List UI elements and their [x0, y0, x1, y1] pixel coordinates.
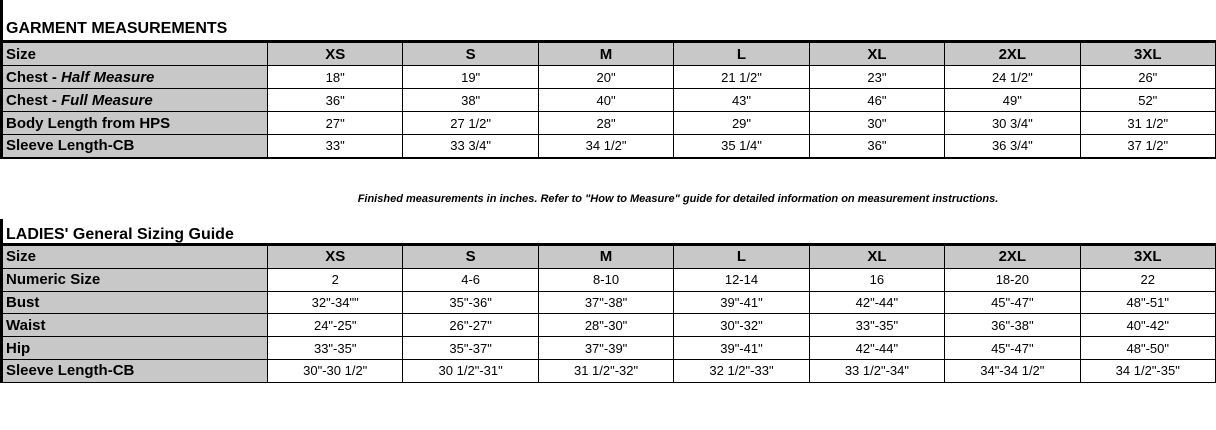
measurement-cell: 16 — [809, 268, 944, 291]
measurement-note: Finished measurements in inches. Refer to "How to Measure" guide for detailed information on measurement instructions. — [357, 193, 999, 205]
measurement-cell: 27 1/2" — [403, 112, 538, 135]
measurement-cell: 39"-41" — [674, 291, 809, 314]
garment-measurements-section — [0, 0, 1216, 185]
row-label-cell — [2, 89, 268, 112]
size-header-cell: L — [674, 246, 809, 269]
measurement-cell: 12-14 — [674, 268, 809, 291]
measurement-cell: 34 1/2" — [538, 135, 673, 158]
measurement-cell: 18" — [268, 66, 403, 89]
measurement-cell: 33 3/4" — [403, 135, 538, 158]
measurement-cell: 23" — [809, 66, 944, 89]
measurement-cell: 36 3/4" — [945, 135, 1080, 158]
measurement-cell: 52" — [1080, 89, 1215, 112]
measurement-cell: 33 1/2"-34" — [809, 359, 944, 382]
table-row — [2, 135, 1216, 158]
size-header-cell: XL — [809, 246, 944, 269]
measurement-cell: 26"-27" — [403, 314, 538, 337]
measurement-cell: 42"-44" — [809, 291, 944, 314]
measurement-cell: 30 1/2"-31" — [403, 359, 538, 382]
size-header-cell: 2XL — [945, 43, 1080, 66]
measurement-cell: 29" — [674, 112, 809, 135]
measurement-cell: 33"-35" — [268, 337, 403, 360]
table-header-row — [2, 246, 1216, 269]
table-row — [2, 66, 1216, 89]
measurement-cell: 37"-38" — [538, 291, 673, 314]
size-header-cell: 3XL — [1080, 246, 1215, 269]
size-header-cell: 2XL — [945, 246, 1080, 269]
measurement-cell: 35"-36" — [403, 291, 538, 314]
row-label: Body Length from HPS — [6, 114, 171, 132]
measurement-cell: 45"-47" — [945, 337, 1080, 360]
measurement-cell: 35"-37" — [403, 337, 538, 360]
measurement-cell: 30"-32" — [674, 314, 809, 337]
row-label-cell: Sleeve Length-CB — [2, 359, 268, 382]
measurement-cell: 36" — [268, 89, 403, 112]
measurement-cell: 34 1/2"-35" — [1080, 359, 1215, 382]
measurement-cell: 46" — [809, 89, 944, 112]
measurement-cell: 30"-30 1/2" — [268, 359, 403, 382]
measurement-cell: 24"-25" — [268, 314, 403, 337]
measurement-cell: 30" — [809, 112, 944, 135]
size-header-cell: 3XL — [1080, 43, 1215, 66]
measurement-cell: 30 3/4" — [945, 112, 1080, 135]
measurement-cell: 40" — [538, 89, 673, 112]
table-row — [2, 359, 1216, 382]
measurement-cell: 38" — [403, 89, 538, 112]
row-label-emphasis: Half Measure — [61, 68, 155, 86]
garment-measurements-title: GARMENT MEASUREMENTS — [0, 0, 1216, 42]
measurement-cell: 32"-34"" — [268, 291, 403, 314]
measurement-cell: 33"-35" — [809, 314, 944, 337]
row-label-cell: Waist — [2, 314, 268, 337]
row-label: Chest - — [6, 91, 62, 109]
measurement-cell: 43" — [674, 89, 809, 112]
measurement-cell: 39"-41" — [674, 337, 809, 360]
table-row — [2, 268, 1216, 291]
size-header-cell: XS — [268, 43, 403, 66]
size-header-cell: S — [403, 246, 538, 269]
table-row — [2, 314, 1216, 337]
measurement-cell: 4-6 — [403, 268, 538, 291]
table-row — [2, 291, 1216, 314]
measurement-cell: 31 1/2" — [1080, 112, 1215, 135]
table-row — [2, 89, 1216, 112]
table-row — [2, 337, 1216, 360]
measurement-cell: 34"-34 1/2" — [945, 359, 1080, 382]
measurement-cell: 33" — [268, 135, 403, 158]
measurement-cell: 28"-30" — [538, 314, 673, 337]
row-label-cell — [2, 112, 268, 135]
row-label-cell — [2, 66, 268, 89]
measurement-cell: 24 1/2" — [945, 66, 1080, 89]
row-label-cell: Hip — [2, 337, 268, 360]
measurement-cell: 45"-47" — [945, 291, 1080, 314]
measurement-cell: 19" — [403, 66, 538, 89]
measurement-cell: 36" — [809, 135, 944, 158]
size-header-cell: XL — [809, 43, 944, 66]
row-label-cell: Bust — [2, 291, 268, 314]
measurement-cell: 28" — [538, 112, 673, 135]
measurement-cell: 36"-38" — [945, 314, 1080, 337]
garment-measurements-table — [0, 42, 1216, 159]
row-label-emphasis: Full Measure — [61, 91, 153, 109]
measurement-cell: 42"-44" — [809, 337, 944, 360]
ladies-sizing-section — [0, 219, 1216, 430]
measurement-cell: 37 1/2" — [1080, 135, 1215, 158]
measurement-cell: 40"-42" — [1080, 314, 1215, 337]
row-label: Sleeve Length-CB — [6, 137, 135, 155]
ladies-sizing-title: LADIES' General Sizing Guide — [0, 219, 1216, 245]
measurement-cell: 48"-50" — [1080, 337, 1215, 360]
size-header-cell: S — [403, 43, 538, 66]
row-label-cell — [2, 135, 268, 158]
size-label-cell: Size — [2, 246, 268, 269]
measurement-cell: 21 1/2" — [674, 66, 809, 89]
measurement-cell: 8-10 — [538, 268, 673, 291]
measurement-cell: 32 1/2"-33" — [674, 359, 809, 382]
table-header-row — [2, 43, 1216, 66]
measurement-cell: 22 — [1080, 268, 1215, 291]
measurement-cell: 2 — [268, 268, 403, 291]
size-header-cell: L — [674, 43, 809, 66]
size-header-cell: XS — [268, 246, 403, 269]
row-label-cell: Numeric Size — [2, 268, 268, 291]
measurement-cell: 35 1/4" — [674, 135, 809, 158]
row-label: Chest - — [6, 68, 62, 86]
size-label-cell: Size — [2, 43, 268, 66]
size-header-cell: M — [538, 246, 673, 269]
measurement-cell: 20" — [538, 66, 673, 89]
measurement-cell: 37"-39" — [538, 337, 673, 360]
measurement-cell: 48"-51" — [1080, 291, 1215, 314]
measurement-cell: 27" — [268, 112, 403, 135]
ladies-sizing-table — [0, 245, 1216, 383]
size-header-cell: M — [538, 43, 673, 66]
measurement-cell: 26" — [1080, 66, 1215, 89]
measurement-cell: 18-20 — [945, 268, 1080, 291]
measurement-cell: 49" — [945, 89, 1080, 112]
table-row — [2, 112, 1216, 135]
measurement-cell: 31 1/2"-32" — [538, 359, 673, 382]
